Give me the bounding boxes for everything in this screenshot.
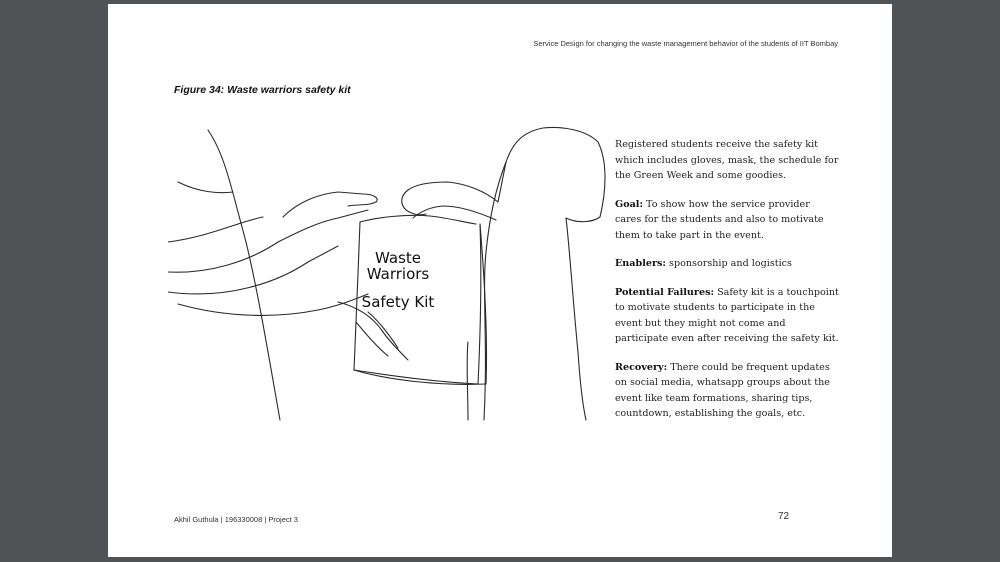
figure-description	[615, 137, 839, 435]
footer-author-info: Akhil Guthula | 196330008 | Project 3	[174, 515, 298, 524]
running-header: Service Design for changing the waste management behavior of the students of IIT Bombay	[533, 39, 838, 48]
figure-caption: Figure 34: Waste warriors safety kit	[174, 84, 351, 96]
bag-label-line-1: Waste	[375, 249, 421, 267]
enablers-paragraph	[615, 256, 839, 272]
intro-paragraph: Registered students receive the safety kit which includes gloves, mask, the schedule for the Green Week and some goodies.	[615, 139, 839, 181]
failures-paragraph	[615, 285, 839, 347]
bag-label	[308, 250, 488, 310]
enablers-label: Enablers:	[615, 258, 666, 269]
goal-label: Goal:	[615, 198, 643, 210]
bag-label-line-3: Safety Kit	[361, 293, 435, 311]
recovery-paragraph	[615, 360, 839, 422]
bag-label-line-2: Warriors	[366, 265, 430, 283]
document-page	[108, 4, 892, 557]
recovery-text: There could be frequent updates on social media, whatsapp groups about the event like team formations, sharing tips, countdown, establishing the goals, etc.	[615, 361, 830, 419]
recovery-label: Recovery:	[615, 361, 668, 373]
enablers-text: sponsorship and logistics	[665, 258, 792, 269]
goal-text: To show how the service provider cares for the students and also to motivate them to take part in the event.	[615, 198, 824, 241]
goal-paragraph	[615, 197, 839, 244]
safety-kit-illustration	[168, 122, 608, 422]
failures-label: Potential Failures:	[615, 286, 715, 298]
page-number: 72	[778, 511, 790, 522]
failures-text: Safety kit is a touchpoint to motivate students to participate in the event but they might not come and participate even after receiving the safety kit.	[615, 286, 839, 344]
